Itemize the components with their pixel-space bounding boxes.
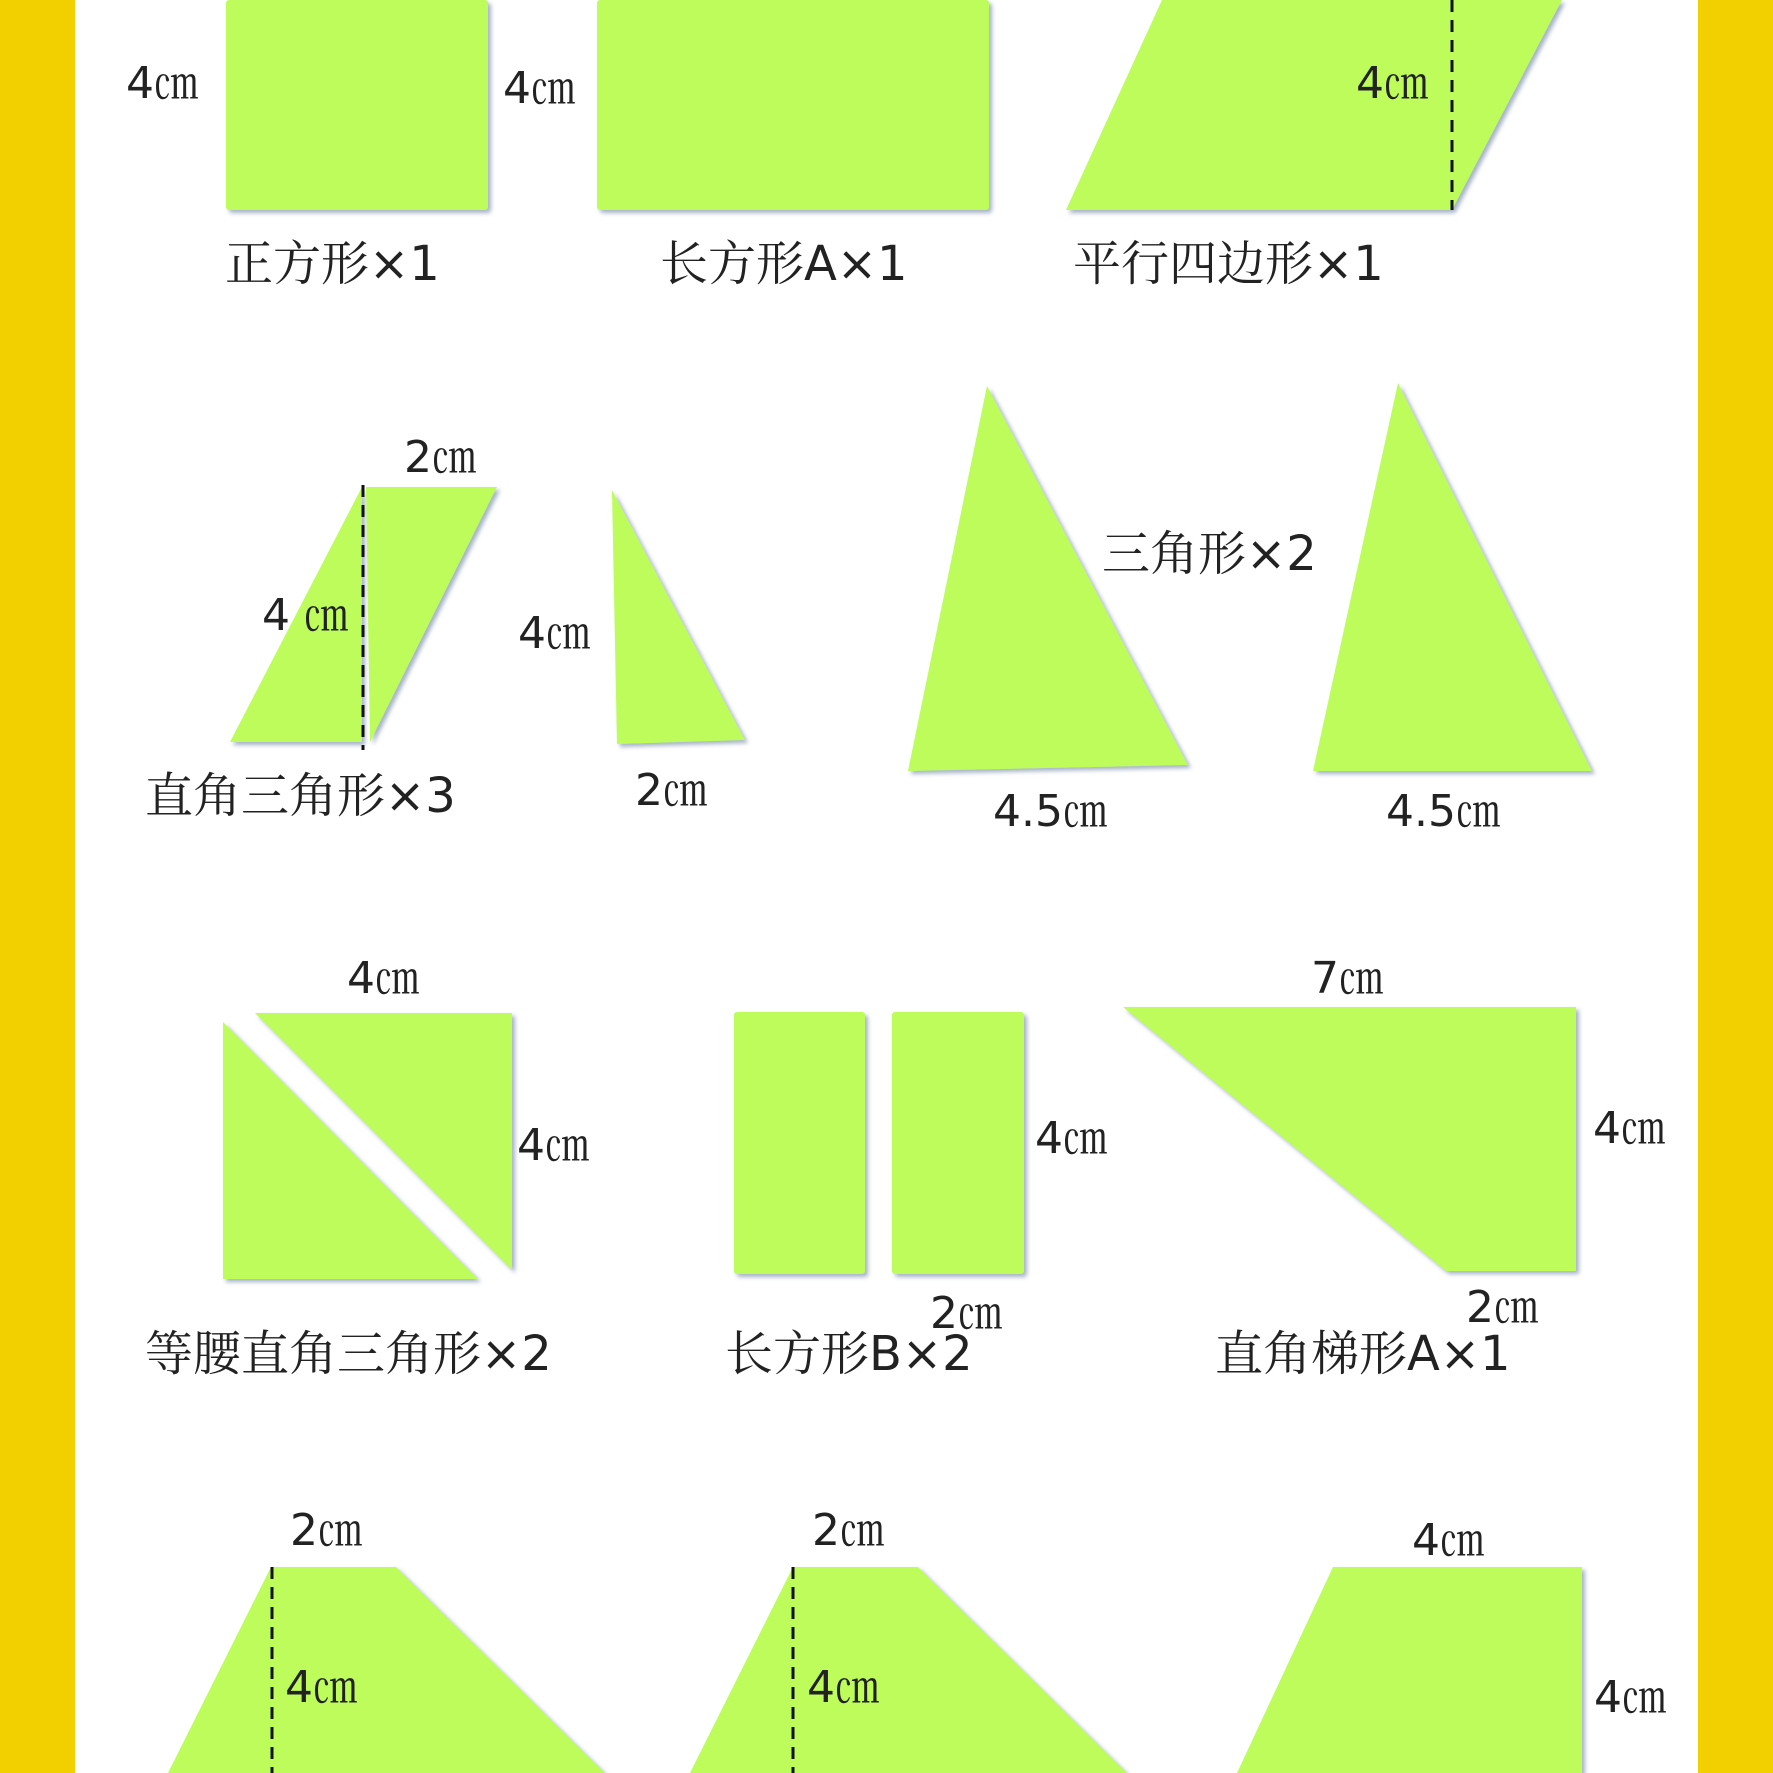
- trapezoid-a-right-label: 4㎝: [1593, 1103, 1665, 1154]
- parallelogram-caption: 平行四边形×1: [1073, 236, 1384, 292]
- trapezoid-row4-2: [690, 1567, 1127, 1773]
- right-triangle-caption: 直角三角形×3: [145, 768, 456, 824]
- trapezoid-a-bottom-label: 2㎝: [1466, 1282, 1538, 1333]
- trapezoid-row4-1-top-label: 2㎝: [290, 1505, 362, 1556]
- rect-a-shape: [597, 0, 989, 210]
- rect-a-caption: 长方形A×1: [660, 236, 908, 292]
- trapezoid-row4-3-right-label: 4㎝: [1594, 1672, 1666, 1723]
- isosceles-caption: 等腰直角三角形×2: [145, 1326, 552, 1382]
- isosceles-side-label: 4㎝: [517, 1120, 589, 1171]
- trapezoid-a-caption: 直角梯形A×1: [1215, 1326, 1511, 1382]
- right-triangle-height-label: 4 ㎝: [262, 590, 348, 641]
- triangle-2: [1313, 383, 1592, 771]
- rect-a-side-label: 4㎝: [503, 63, 575, 114]
- right-triangle-top-label: 2㎝: [404, 432, 476, 483]
- trapezoid-row4-1-height-label: 4㎝: [285, 1662, 357, 1713]
- trapezoid-a-top-label: 7㎝: [1311, 953, 1383, 1004]
- isosceles-top-label: 4㎝: [347, 953, 419, 1004]
- triangle-1-base-label: 4.5㎝: [993, 786, 1107, 837]
- rect-b-height-label: 4㎝: [1035, 1113, 1107, 1164]
- triangle-2-base-label: 4.5㎝: [1386, 786, 1500, 837]
- trapezoid-row4-2-top-label: 2㎝: [812, 1505, 884, 1556]
- small-triangle-base-label: 2㎝: [635, 765, 707, 816]
- parallelogram-shape: [1066, 0, 1562, 210]
- rect-b-width-label: 2㎝: [930, 1288, 1002, 1339]
- small-triangle-height-label: 4㎝: [518, 608, 590, 659]
- rect-b-shape-2: [892, 1012, 1024, 1274]
- trapezoid-row4-3: [1237, 1567, 1582, 1773]
- square-shape: [226, 0, 488, 210]
- rect-b-caption: 长方形B×2: [725, 1326, 973, 1382]
- trapezoid-row4-3-top-label: 4㎝: [1412, 1515, 1484, 1566]
- small-right-triangle: [612, 490, 745, 744]
- triangle-caption: 三角形×2: [1102, 526, 1317, 582]
- right-triangle-right: [366, 487, 497, 742]
- square-side-label: 4㎝: [126, 58, 198, 109]
- right-trapezoid-a-shape: [1123, 1007, 1576, 1271]
- trapezoid-row4-2-height-label: 4㎝: [807, 1662, 879, 1713]
- trapezoid-row4-1: [168, 1567, 605, 1773]
- rect-b-shape-1: [734, 1012, 865, 1274]
- parallelogram-height-label: 4㎝: [1356, 58, 1428, 109]
- square-caption: 正方形×1: [225, 236, 440, 292]
